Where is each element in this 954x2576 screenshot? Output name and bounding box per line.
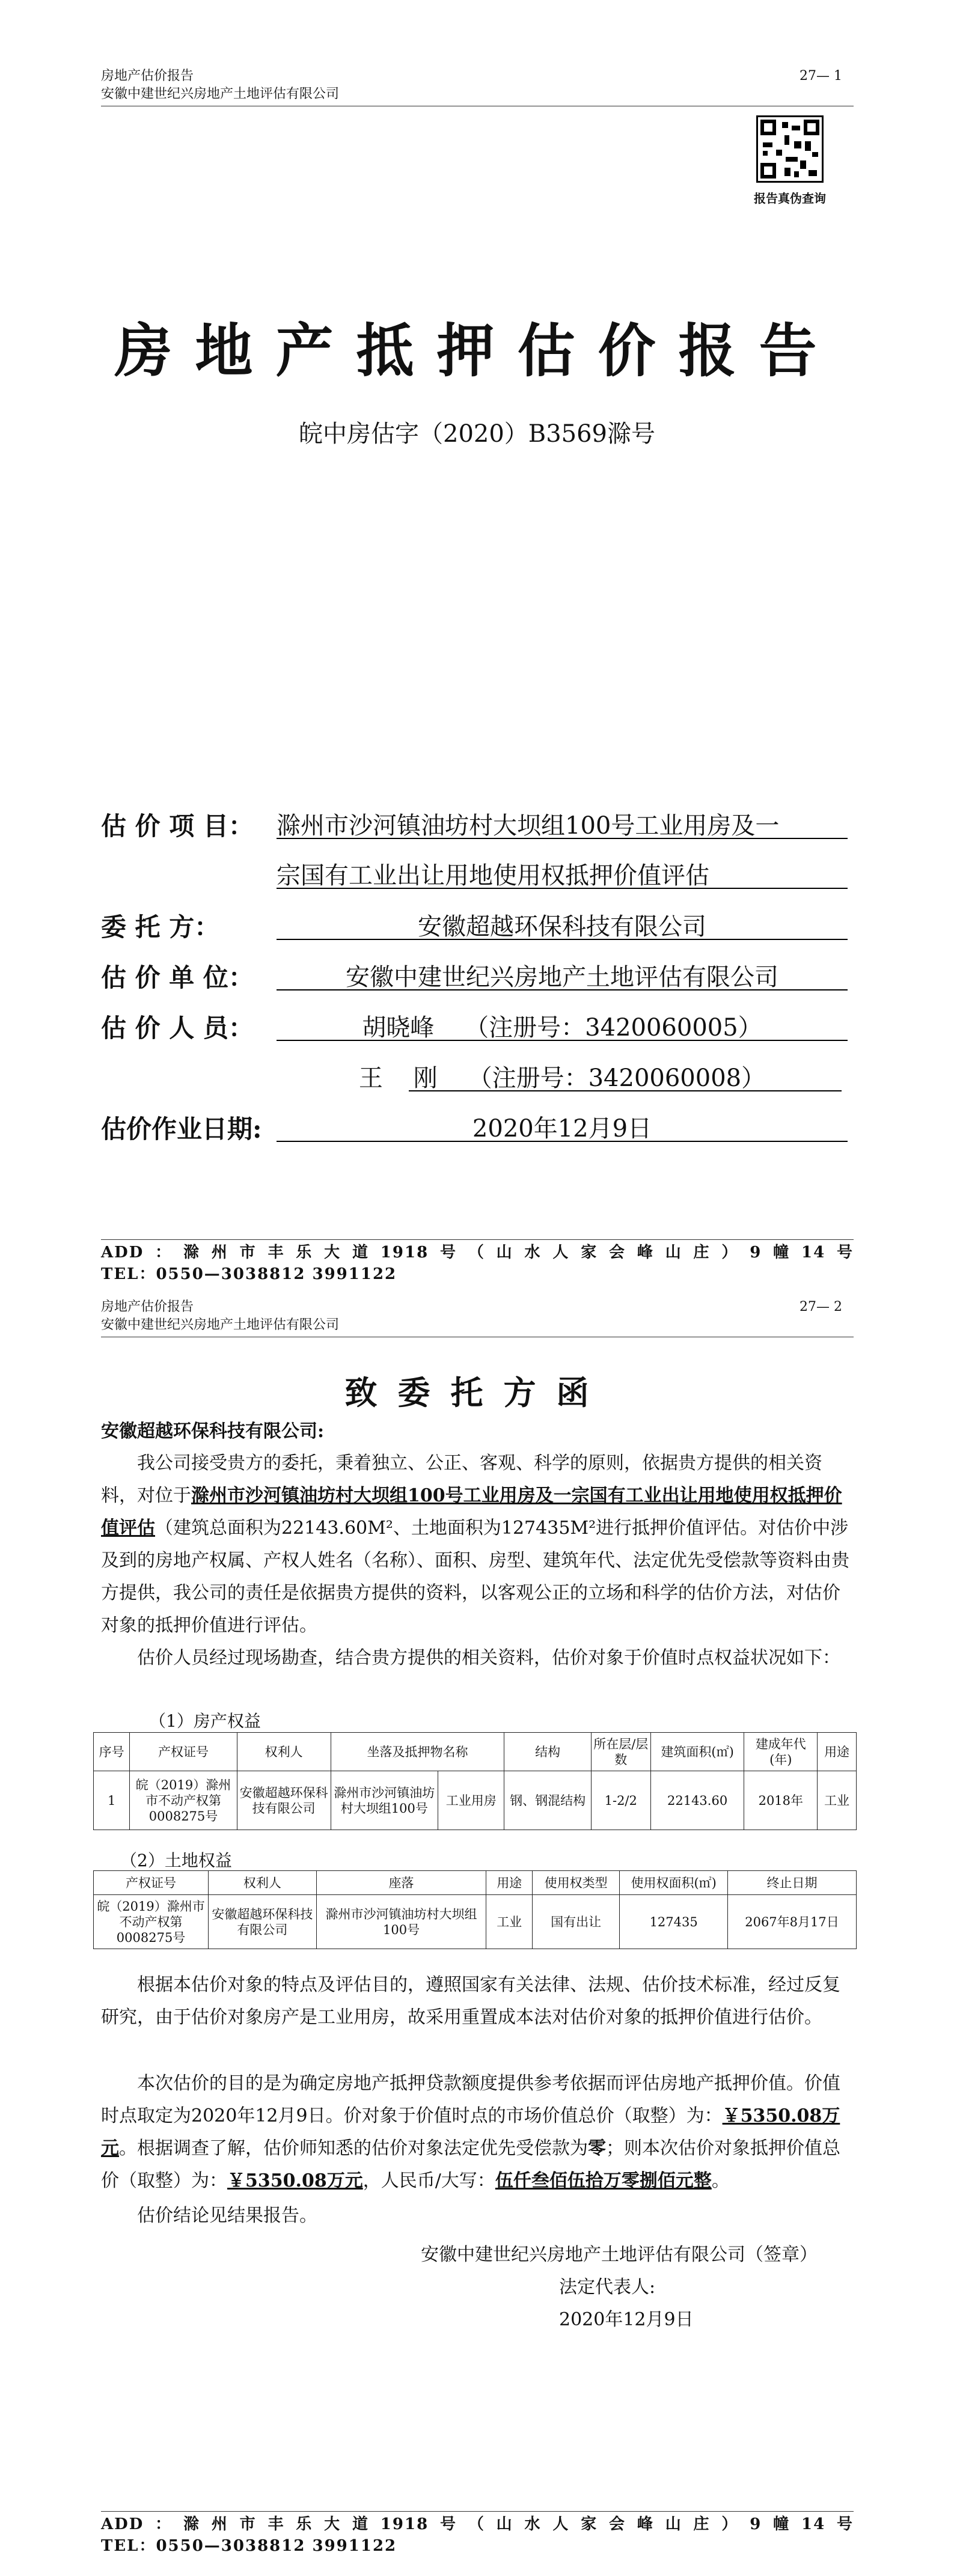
land-cell: 工业 [486,1895,533,1949]
house-cell: 工业用房 [438,1771,504,1830]
land-header-cell: 终止日期 [727,1871,856,1895]
header-title: 房地产估价报告 [101,69,194,84]
address: ADD：滁州市丰乐大道1918号（山水人家会峰山庄）9幢14号 [101,1244,854,1262]
unit-value: 安徽中建世纪兴房地产土地评估有限公司 [346,963,778,991]
header-company: 安徽中建世纪兴房地产土地评估有限公司 [101,87,340,102]
land-header-cell: 座落 [316,1871,486,1895]
house-cell: 皖（2019）滁州市不动产权第0008275号 [130,1771,237,1830]
house-cell: 1-2/2 [591,1771,650,1830]
unit-label: 估 价 单 位： [101,963,254,992]
paragraph-3: 根据本估价对象的特点及评估目的，遵照国家有关法律、法规、估价技术标准，经过反复研究，由于估价对象房产是工业用房，故采用重置成本法对估价对象的抵押价值进行估价。 [101,1974,840,2028]
house-cell: 1 [94,1771,130,1830]
land-cell: 国有出让 [533,1895,620,1949]
house-header-cell: 产权证号 [130,1733,237,1771]
house-header-cell: 用途 [818,1733,857,1771]
report-title: 房地产抵押估价报告 [114,317,840,385]
appraiser-2: 王 刚 （注册号：3420060008） [358,1064,766,1092]
date-value: 2020年12月9日 [472,1115,652,1143]
house-cell: 工业 [818,1771,857,1830]
house-cell: 22143.60 [650,1771,744,1830]
telephone: TEL：0550—3038812 3991122 [101,1265,397,1283]
land-cell: 滁州市沙河镇油坊村大坝组100号 [316,1895,486,1949]
house-header-cell: 权利人 [237,1733,331,1771]
paragraph-2: 估价人员经过现场勘查，结合贵方提供的相关资料，估价对象于价值时点权益状况如下： [137,1647,840,1668]
qr-code[interactable] [756,115,824,183]
land-header-cell: 使用权面积(㎡) [620,1871,728,1895]
land-header-cell: 用途 [486,1871,533,1895]
house-header-cell: 建成年代(年) [744,1733,818,1771]
address: ADD：滁州市丰乐大道1918号（山水人家会峰山庄）9幢14号 [101,2515,854,2533]
house-header-cell: 结构 [504,1733,591,1771]
report-number: 皖中房估字（2020）B3569滁号 [299,420,655,448]
house-cell: 钢、钢混结构 [504,1771,591,1830]
paragraph-5: 估价结论见结果报告。 [137,2205,317,2226]
legal-representative: 法定代表人: [559,2277,656,2298]
land-rights-table [93,1870,857,1949]
house-cell: 安徽超越环保科技有限公司 [237,1771,331,1830]
project-label: 估 价 项 目： [101,811,254,841]
addressee: 安徽超越环保科技有限公司: [101,1421,325,1442]
paragraph-4: 本次估价的目的是为确定房地产抵押贷款额度提供参考依据而评估房地产抵押价值。价值时点取定为2020年12月9日。价对象于价值时点的市场价值总价（取整）为：￥5350.08万元。根据调查了解，估价师知悉的估价对象法定优先受偿款为零；则本次估价对象抵押价值总价（取整）为：￥5350.08万元，人民币/大写：伍仟叁佰伍拾万零捌佰元整。 [101,2073,840,2191]
land-cell: 2067年8月17日 [727,1895,856,1949]
signature-company: 安徽中建世纪兴房地产土地评估有限公司（签章） [421,2244,818,2265]
house-header-cell: 坐落及抵押物名称 [331,1733,504,1771]
project-value-line2: 宗国有工业出让用地使用权抵押价值评估 [277,862,709,890]
land-rights-caption: （2）土地权益 [120,1851,232,1870]
header-company: 安徽中建世纪兴房地产土地评估有限公司 [101,1317,340,1332]
house-header-cell: 序号 [94,1733,130,1771]
appraiser-label: 估 价 人 员： [101,1013,254,1043]
project-value-line1: 滁州市沙河镇油坊村大坝组100号工业用房及一 [277,812,780,840]
house-cell: 滁州市沙河镇油坊村大坝组100号 [331,1771,438,1830]
paragraph-1: 我公司接受贵方的委托，秉着独立、公正、客观、科学的原则，依据贵方提供的相关资料，对位于滁州市沙河镇油坊村大坝组100号工业用房及一宗国有工业出让用地使用权抵押价值评估（建筑总面积为22143.60M²、土地面积为127435M²进行抵押价值评估。对估价中涉及到的房地产权属、产权人姓名（名称）、面积、房型、建筑年代、法定优先受偿款等资料由贵方提供，我公司的责任是依据贵方提供的资料，以客观公正的立场和科学的估价方法，对估价对象的抵押价值进行评估。 [101,1453,849,1636]
house-header-cell: 所在层/层数 [591,1733,650,1771]
land-header-cell: 权利人 [209,1871,317,1895]
house-rights-table [93,1732,857,1830]
header-title: 房地产估价报告 [101,1299,194,1314]
page-number: 27— 2 [800,1299,842,1314]
letter-title: 致委托方函 [344,1373,610,1412]
land-header-cell: 产权证号 [94,1871,209,1895]
date-label: 估价作业日期: [101,1114,262,1144]
appraiser-1: 胡晓峰 （注册号：3420060005） [362,1014,762,1042]
client-value: 安徽超越环保科技有限公司 [418,913,706,941]
land-cell: 皖（2019）滁州市不动产权第0008275号 [94,1895,209,1949]
house-cell: 2018年 [744,1771,818,1830]
client-label: 委 托 方： [101,912,220,942]
land-cell: 安徽超越环保科技有限公司 [209,1895,317,1949]
house-rights-caption: （1）房产权益 [149,1711,261,1731]
house-header-cell: 建筑面积(㎡) [650,1733,744,1771]
page-number: 27— 1 [800,69,842,84]
telephone: TEL：0550—3038812 3991122 [101,2537,397,2555]
land-header-cell: 使用权类型 [533,1871,620,1895]
qr-caption: 报告真伪查询 [754,191,826,206]
land-cell: 127435 [620,1895,728,1949]
signature-date: 2020年12月9日 [559,2309,694,2330]
